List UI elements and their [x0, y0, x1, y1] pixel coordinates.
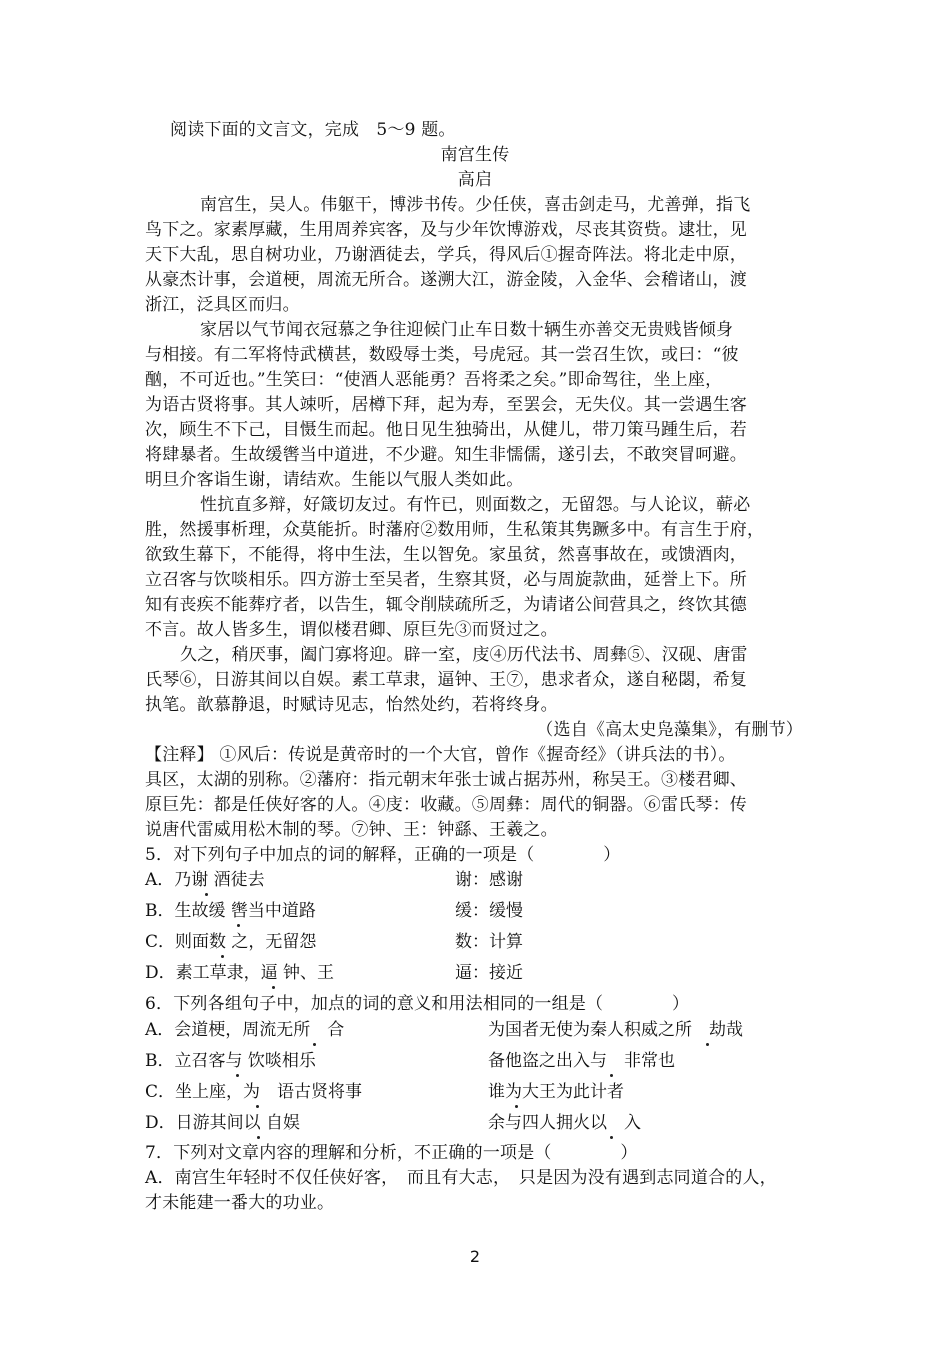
- q6-option-b-left: B．立召客与 饮啖相乐: [145, 1051, 316, 1071]
- q6-option-d-right: 余与四人拥火以 入: [488, 1113, 641, 1133]
- q5-option-d-explain: 逼：接近: [455, 963, 523, 983]
- q7-stem: 7．下列对文章内容的理解和分析，不正确的一项是（ ）: [145, 1143, 638, 1163]
- p2-line: 与相接。有二军将恃武横甚，数殴辱士类，号虎冠。其一尝召生饮，或曰：“彼: [145, 345, 739, 365]
- q7-option-a: A．南宫生年轻时不仅任侠好客， 而且有大志， 只是因为没有遇到志同道合的人，: [145, 1168, 777, 1188]
- page-number: 2: [469, 1247, 481, 1266]
- p1-line: 浙江，泛具区而归。: [145, 295, 300, 315]
- q5-stem: 5．对下列句子中加点的词的解释，正确的一项是（ ）: [145, 845, 621, 865]
- emphasis-dot: [221, 955, 224, 958]
- q6-option-c-right: 谁为大王为此计者: [488, 1082, 624, 1102]
- notes-line: 【注释】 ①风后：传说是黄帝时的一个大官，曾作《握奇经》（讲兵法的书）。: [145, 745, 736, 765]
- p3-line: 知有丧疾不能葬疗者，以告生，辄令削牍疏所乏，为请诸公间营具之，终饮其德: [145, 595, 747, 615]
- p4-line: 氏琴⑥，日游其间以自娱。素工草隶，逼钟、王⑦，患求者众，遂自秘閟，希复: [145, 670, 747, 690]
- p3-line: 不言。故人皆多生，谓似楼君卿、原巨先③而贤过之。: [145, 620, 558, 640]
- emphasis-dot: [610, 1136, 613, 1139]
- q6-stem: 6．下列各组句子中，加点的词的意义和用法相同的一组是（ ）: [145, 994, 690, 1014]
- emphasis-dot: [257, 1136, 260, 1139]
- q5-option-a-explain: 谢：感谢: [455, 870, 523, 890]
- notes-line: 具区，太湖的别称。②藩府：指元朝末年张士诚占据苏州，称吴王。③楼君卿、: [145, 770, 747, 790]
- p2-line: 为语古贤将事。其人竦听，居樽下拜，起为寿，至罢会，无失仪。其一尝遇生客: [145, 395, 747, 415]
- q6-option-c-left: C．坐上座，为 语古贤将事: [145, 1082, 363, 1102]
- p3-line: 立召客与饮啖相乐。四方游士至吴者，生察其贤，必与周旋款曲，延誉上下。所: [145, 570, 747, 590]
- emphasis-dot: [272, 986, 275, 989]
- q5-option-d: D．素工草隶，逼 钟、王: [145, 963, 335, 983]
- emphasis-dot: [313, 1043, 316, 1046]
- p4-line: 久之，稍厌事，阖门寡将迎。辟一室，庋④历代法书、周彝⑤、汉砚、唐雷: [180, 645, 748, 665]
- emphasis-dot: [237, 924, 240, 927]
- emphasis-dot: [256, 1105, 259, 1108]
- p2-line: 将肆暴者。生故缓辔当中道进，不少避。知生非懦儒，遂引去，不敢突冒呵避。: [145, 445, 747, 465]
- q6-option-a-left: A．会道梗，周流无所 合: [145, 1020, 345, 1040]
- p3-line: 性抗直多辩，好箴切友过。有忤已，则面数之，无留怨。与人论议，蕲必: [200, 495, 751, 515]
- p4-line: 执笔。歆慕静退，时赋诗见志，怡然处约，若将终身。: [145, 695, 558, 715]
- essay-title: 南宫生传: [440, 145, 510, 165]
- p1-line: 从豪杰计事，会道梗，周流无所合。遂溯大江，游金陵，入金华、会稽诸山，渡: [145, 270, 747, 290]
- q6-option-a-right: 为国者无使为秦人积威之所 劫哉: [488, 1020, 743, 1040]
- p2-line: 酗，不可近也。”生笑曰：“使酒人恶能勇？吾将柔之矣。”即命驾往，坐上座，: [145, 370, 723, 390]
- notes-line: 说唐代雷威用松木制的琴。⑦钟、王：钟繇、王羲之。: [145, 820, 558, 840]
- emphasis-dot: [706, 1043, 709, 1046]
- p2-line: 家居以气节闻衣冠慕之争往迎候门止车日数十辆生亦善交无贵贱皆倾身: [200, 320, 734, 340]
- p1-line: 南宫生，吴人。伟躯干，博涉书传。少任侠，喜击剑走马，尤善弹，指飞: [200, 195, 751, 215]
- p3-line: 胜，然援事析理，众莫能折。时藩府②数用师，生私策其隽蹶多中。有言生于府，: [145, 520, 765, 540]
- p2-line: 明旦介客诣生谢，请结欢。生能以气服人类如此。: [145, 470, 524, 490]
- q5-option-c-explain: 数：计算: [455, 932, 523, 952]
- q7-option-a: 才未能建一番大的功业。: [145, 1193, 335, 1213]
- emphasis-dot: [515, 1105, 518, 1108]
- essay-author: 高启: [457, 170, 493, 190]
- p3-line: 欲致生幕下，不能得，将中生法，生以智免。家虽贫，然喜事故在，或馈酒肉，: [145, 545, 747, 565]
- p2-line: 次，顾生不下己，目慑生而起。他日见生独骑出，从健儿，带刀策马踵生后，若: [145, 420, 747, 440]
- q5-option-c: C．则面数 之，无留怨: [145, 932, 317, 952]
- q5-option-b: B．生故缓 辔当中道路: [145, 901, 316, 921]
- emphasis-dot: [610, 1074, 613, 1077]
- p1-line: 鸟下之。家素厚藏，生用周养宾客，及与少年饮博游戏，尽丧其资赀。逮壮，见: [145, 220, 747, 240]
- emphasis-dot: [236, 1074, 239, 1077]
- q5-option-b-explain: 缓：缓慢: [455, 901, 523, 921]
- p1-line: 天下大乱，思自树功业，乃谢酒徒去，学兵，得风后①握奇阵法。将北走中原，: [145, 245, 747, 265]
- q6-option-d-left: D．日游其间以 自娱: [145, 1113, 301, 1133]
- notes-line: 原巨先：都是任侠好客的人。④庋：收藏。⑤周彝：周代的铜器。⑥雷氏琴：传: [145, 795, 747, 815]
- q5-option-a: A．乃谢 酒徒去: [145, 870, 265, 890]
- source-citation: （选自《高太史凫藻集》，有删节）: [536, 720, 803, 740]
- emphasis-dot: [205, 893, 208, 896]
- q6-option-b-right: 备他盗之出入与 非常也: [488, 1051, 675, 1071]
- instruction: 阅读下面的文言文，完成 5～9 题。: [170, 120, 456, 140]
